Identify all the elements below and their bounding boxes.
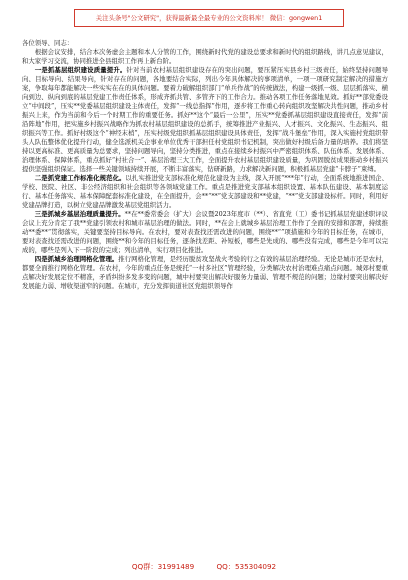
paragraph-2-heading: 二是抓党建工作标准化规范化。 (34, 174, 126, 182)
paragraph-4 (22, 255, 388, 291)
paragraph-1-heading: 一是抓基层组织建设质量提升。 (34, 66, 127, 74)
paragraph-3-heading: 三是抓城乡基层治理质量提升。 (34, 210, 125, 218)
paragraph-1-body: 针对当前农村基层组织建设存在的突出问题，要压紧压实县乡村三级责任，始终坚持问题导向、目标导向、结果导向，针对存在的问题，各地要结合实际，列出今年具体解决的事项清单，一项一项研究制定解决的措施方案，争取每年都能解决一些实实在在的具体问题。要着力破解组织部门“单兵作战”的传统做法，构建一级抓一级、层层抓落实、横向到边、纵向到底的基层党建工作责任体系，形成齐抓共管、多管齐下的工作合力。推动各项工作任务落地见效。抓好**部党委设立“中间段”，压实**党委基层组织建设主体责任，发挥“一线总指挥”作用，逐步将工作重心转向组织攻坚解决共性问题，推动乡村振兴上来，作为当前和今后一个时期工作的重要任务。抓好**这个“最后一公里”，压实**党委抓基层组织建设直接责任，发挥“前沿阵地”作用，把实施乡村振兴战略作为抓农村基层组织建设的总抓手，统筹推进产业振兴、人才振兴、文化振兴、生态振兴、组织振兴等工作。抓好村级这个“神经末梢”，压实村级党组织抓基层组织建设具体责任，发挥“战斗堡垒”作用，深入实施村党组织带头人队伍整体优化提升行动，健全选派机关企事业单位优秀干部担任村党组织书记机制，突出做好村级后备力量的培养。我们将坚持以更高标准、更高质量为总要求，坚持问题导向，坚持分类推进，重点在接续乡村振兴中严密组织体系、队伍体系、发展体系、治理体系、保障体系，重点抓好“村社合一”、基层治理三大工作，全面提升农村基层组织建设质量，为巩固脱贫成果推动乡村振兴提供坚强组织保证。选择一些关键领域持续开展，不断丰富落实，钻研新路，力求解决新问题，积极抓基层党建“卡脖子”束缚。 (22, 66, 389, 173)
salutation: 各位领导、同志： (22, 39, 74, 47)
qq-contact: QQ：535304092 (216, 562, 277, 571)
paragraph-1 (22, 66, 388, 174)
paragraph-2 (22, 174, 388, 210)
document-body (22, 39, 388, 291)
paragraph-3-body: **在**委常委会（扩大）会议暨2023年度市（**）、省直党（工）委书记抓基层党建述职评议会议上充分肯定了我**党建引领农村和城市基层治理的做法。同时，**在会上就城乡基层治理工作作了全面的安排和部署，持续推动**委**“贯彻落实，关键要坚持目标导向。在农村，要对表查找还需改进的问题，围绕**“”项措施和今年的目标任务，在城市，要对表查找还需改进的问题，围绕**和今年的目标任务，逐条找差距、补短板，哪些是先成的、哪些没有完成，哪些是今年可以完成的，哪些是列入下一阶段的完成；列出清单，实行项目化推进。 (22, 210, 389, 254)
paragraph-3 (22, 210, 388, 255)
page-footer (0, 562, 408, 572)
intro-paragraph: 根据会议安排，结合本次务虚会主题和本人分管的工作，围绕新时代党的建设总要求和新时代的组织路线，讲几点意见建议，和大家学习交流，协同推进全县组织工作再上新台阶。 (22, 48, 388, 65)
paragraph-4-heading: 四是抓城乡治理网格化管理。 (34, 255, 119, 263)
paragraph-4-body: 推行网格化管理，是经历脱贫攻坚战火考验的行之有效的基层治理经验。无论是城市还是农村，都要全面推行网格化管理。在农村，今年的重点任务是统托“一村多社区”管理经验，分类解决农村治理难点痛点问题。城郊村要重点解决好发展定位不精准，矛盾纠纷多发多变的问题，城中村要突出解决好服务力量弱、管理不规范的问题；边缘村要突出解决好发展能力弱、增收渠道窄的问题。在城市，充分发挥街道社区党组织领导作 (22, 255, 389, 290)
paragraph-2-body: 以扎实推进党支部标准化规范化建设为主线，深入开展“***年”行动，全面系统地推进国企、学校、医院、社区、非公经济组织和社会组织等各领域党建工作。重点是推进党支部基本组织设置、基本队伍建设、基本制度运行、基本任务落实、基本保障配套标准化建设，在全面提升，会**“**”党支部建设和**党建，“**”党支部建设标杆。同时，利用好党建品牌打造，以树立党建品牌激发基层党组织活力。 (22, 174, 389, 209)
promo-banner: 关注头条号"公文研究"，获得最新最全最专业的公文资料库！ 微信：gongwen1 (74, 9, 344, 27)
qq-group: QQ群：31991489 (131, 562, 195, 571)
